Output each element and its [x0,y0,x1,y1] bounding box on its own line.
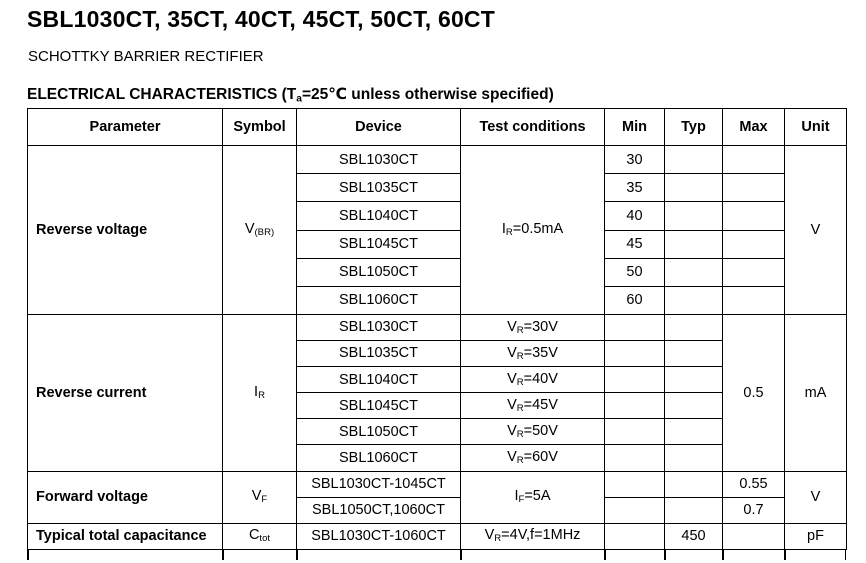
test-condition-cell [461,445,605,471]
parameter-cell: Reverse voltage [28,146,223,315]
table-continuation-line [222,550,224,560]
tc-base: V [507,423,517,439]
test-condition-cell [461,314,605,340]
unit-cell: mA [785,314,847,471]
unit-cell: pF [785,523,847,549]
max-cell [723,202,785,230]
col-header-max: Max [723,109,785,146]
col-header-symbol: Symbol [223,109,297,146]
min-cell [605,393,665,419]
min-cell [605,419,665,445]
test-condition-cell [461,471,605,523]
test-condition-cell [461,419,605,445]
section-heading-subscript: a [296,93,302,105]
table-continuation-line [604,550,606,560]
table-continuation-line [27,550,29,560]
device-cell: SBL1060CT [297,286,461,314]
table-continuation-line [664,550,666,560]
min-cell: 35 [605,174,665,202]
table-row [28,471,847,497]
min-cell: 50 [605,258,665,286]
tc-base: V [507,449,517,466]
symbol-subscript: tot [259,533,271,545]
min-cell: 60 [605,286,665,314]
max-cell: 0.5 [723,314,785,471]
typ-cell [665,174,723,202]
typ-cell [665,445,723,471]
tc-base: V [507,370,517,387]
tc-rest: =60V [523,449,558,466]
table-continuation-line [460,550,462,560]
typ-cell [665,202,723,230]
tc-base: V [507,344,517,361]
max-cell: 0.55 [723,471,785,497]
tc-subscript: R [494,533,502,545]
section-heading [27,85,554,104]
col-header-device: Device [297,109,461,146]
col-header-typ: Typ [665,109,723,146]
min-cell: 30 [605,146,665,174]
unit-cell: V [785,146,847,315]
table-row [28,523,847,549]
symbol-cell [223,471,297,523]
col-header-unit: Unit [785,109,847,146]
device-cell: SBL1030CT [297,314,461,340]
device-cell: SBL1030CT [297,146,461,174]
typ-cell [665,497,723,523]
symbol-base: I [254,383,259,400]
min-cell [605,445,665,471]
table-row [28,146,847,174]
tc-rest: =5A [524,488,551,505]
device-cell: SBL1050CT [297,419,461,445]
device-cell: SBL1050CT,1060CT [297,497,461,523]
tc-subscript: R [516,402,524,414]
symbol-subscript: F [261,494,268,506]
max-cell [723,174,785,202]
max-cell [723,286,785,314]
min-cell: 40 [605,202,665,230]
typ-cell [665,471,723,497]
tc-rest: =0.5mA [512,221,564,238]
table-header-row [28,109,847,146]
symbol-cell [223,314,297,471]
tc-subscript: R [516,455,524,467]
symbol-base: V [251,488,262,505]
typ-cell: 450 [665,523,723,549]
min-cell [605,341,665,367]
table-row [28,314,847,340]
typ-cell [665,341,723,367]
typ-cell [665,419,723,445]
symbol-base: C [248,527,260,544]
device-cell: SBL1040CT [297,367,461,393]
test-condition-cell [461,523,605,549]
test-condition-cell [461,341,605,367]
max-cell [723,258,785,286]
device-cell: SBL1040CT [297,202,461,230]
tc-base: V [484,527,495,544]
col-header-min: Min [605,109,665,146]
section-heading-post: =25℃ unless otherwise specified) [301,86,554,103]
tc-subscript: F [518,494,525,506]
min-cell [605,497,665,523]
tc-subscript: R [516,324,524,336]
test-condition-cell [461,146,605,315]
min-cell [605,367,665,393]
typ-cell [665,258,723,286]
max-cell: 0.7 [723,497,785,523]
device-cell: SBL1030CT-1045CT [297,471,461,497]
symbol-cell [223,523,297,549]
electrical-characteristics-table [27,108,847,550]
col-header-parameter: Parameter [28,109,223,146]
tc-rest: =40V [523,370,558,387]
parameter-cell: Typical total capacitance [28,523,223,549]
tc-rest: =4V,f=1MHz [501,527,581,544]
table-continuation-line [722,550,724,560]
symbol-subscript: R [258,389,265,401]
min-cell: 45 [605,230,665,258]
min-cell [605,314,665,340]
tc-base: I [501,221,506,238]
table-continuation-line [296,550,298,560]
min-cell [605,471,665,497]
page-title: SBL1030CT, 35CT, 40CT, 45CT, 50CT, 60CT [27,6,495,32]
typ-cell [665,314,723,340]
max-cell [723,146,785,174]
col-header-test-conditions: Test conditions [461,109,605,146]
max-cell [723,230,785,258]
tc-subscript: R [516,429,524,441]
tc-rest: =35V [523,344,558,361]
tc-subscript: R [516,350,524,362]
device-cell: SBL1035CT [297,174,461,202]
device-cell: SBL1050CT [297,258,461,286]
device-cell: SBL1060CT [297,445,461,471]
typ-cell [665,286,723,314]
device-cell: SBL1045CT [297,230,461,258]
tc-rest: =30V [523,318,558,335]
tc-subscript: R [516,376,524,388]
parameter-cell: Forward voltage [28,471,223,523]
parameter-cell: Reverse current [28,314,223,471]
min-cell [605,523,665,549]
symbol-base: V [244,221,255,238]
typ-cell [665,393,723,419]
test-condition-cell [461,367,605,393]
tc-subscript: R [505,227,513,239]
device-cell: SBL1035CT [297,341,461,367]
section-heading-pre: ELECTRICAL CHARACTERISTICS (T [27,86,297,103]
test-condition-cell [461,393,605,419]
table-continuation-line [784,550,786,560]
table-continuation-line [845,550,847,560]
typ-cell [665,367,723,393]
tc-base: V [507,318,517,335]
tc-rest: =50V [523,423,558,439]
symbol-cell [223,146,297,315]
tc-base: V [507,396,517,413]
tc-rest: =45V [523,396,558,413]
device-cell: SBL1030CT-1060CT [297,523,461,549]
typ-cell [665,230,723,258]
tc-base: I [514,488,519,505]
unit-cell: V [785,471,847,523]
page-subtitle: SCHOTTKY BARRIER RECTIFIER [28,48,264,65]
max-cell [723,523,785,549]
symbol-subscript: (BR) [254,227,275,239]
device-cell: SBL1045CT [297,393,461,419]
typ-cell [665,146,723,174]
